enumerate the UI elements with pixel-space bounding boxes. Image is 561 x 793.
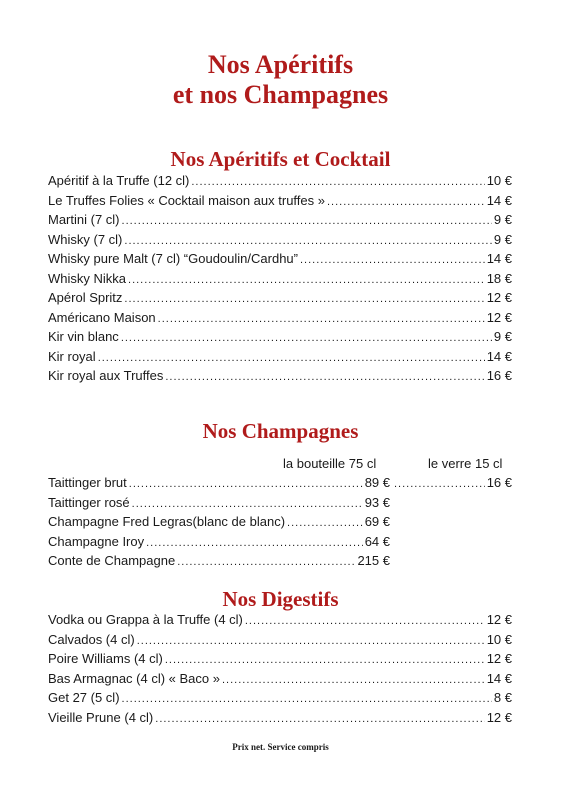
- leader-dots: [245, 615, 485, 627]
- list-item: [48, 173, 512, 193]
- leader-dots: [124, 293, 484, 305]
- item-price: 89 €: [364, 475, 390, 490]
- item-name: Get 27 (5 cl): [48, 690, 120, 705]
- item-price: 12 €: [486, 612, 512, 627]
- item-name: Apéritif à la Truffe (12 cl): [48, 173, 190, 188]
- item-price: 14 €: [486, 670, 512, 686]
- item-name: Champagne Iroy: [48, 533, 145, 549]
- aperitifs-heading: Nos Apéritifs et Cocktail: [170, 147, 391, 171]
- leader-dots: [165, 654, 485, 666]
- list-item: [48, 271, 512, 291]
- leader-dots: [327, 196, 485, 208]
- item-price: 9 €: [493, 231, 512, 247]
- item-name: Taittinger rosé: [48, 494, 130, 510]
- list-item: [48, 232, 512, 252]
- list-item: [48, 193, 512, 213]
- aperitifs-list: [48, 173, 512, 388]
- leader-dots: [128, 274, 485, 286]
- page-title-line-2: et nos Champagnes: [172, 80, 389, 109]
- champagnes-list: [48, 475, 390, 573]
- leader-dots: [146, 537, 363, 549]
- list-item: [48, 310, 512, 330]
- item-name: Apérol Spritz: [48, 290, 123, 305]
- list-item: [48, 212, 512, 232]
- item-name: Américano Maison: [48, 309, 156, 325]
- item-price: 8 €: [493, 690, 512, 705]
- item-price: 12 €: [486, 290, 512, 305]
- leader-dots: [287, 517, 363, 529]
- item-price: 14 €: [486, 192, 512, 208]
- item-price: 14 €: [486, 251, 512, 266]
- item-name: Kir vin blanc: [48, 329, 119, 344]
- list-item: [48, 553, 390, 573]
- digestifs-heading: Nos Digestifs: [222, 587, 339, 611]
- item-name: Calvados (4 cl): [48, 631, 135, 647]
- item-price: 14 €: [486, 348, 512, 364]
- list-item: [48, 710, 512, 730]
- item-name: Whisky pure Malt (7 cl) “Goudoulin/Cardhu”: [48, 251, 298, 266]
- champagnes-heading: Nos Champagnes: [202, 419, 359, 443]
- item-name: Martini (7 cl): [48, 212, 120, 227]
- item-price: 93 €: [364, 494, 390, 510]
- leader-dots: [222, 674, 485, 686]
- list-item: [48, 534, 390, 554]
- list-item: [48, 612, 512, 632]
- footer-note: Prix net. Service compris: [232, 742, 329, 752]
- page-title-line-1: Nos Apéritifs: [207, 50, 354, 79]
- leader-dots: [122, 215, 492, 227]
- item-name: Poire Williams (4 cl): [48, 651, 163, 666]
- item-name: Champagne Fred Legras(blanc de blanc): [48, 514, 286, 529]
- leader-dots: [155, 713, 484, 725]
- list-item: [48, 475, 390, 495]
- item-price: 12 €: [486, 709, 512, 725]
- leader-dots: [191, 176, 484, 188]
- list-item: [48, 290, 512, 310]
- glass-price: 16 €: [486, 475, 512, 490]
- leader-dots: [98, 352, 485, 364]
- item-price: 10 €: [486, 173, 512, 188]
- item-price: 18 €: [486, 270, 512, 286]
- item-price: 9 €: [493, 212, 512, 227]
- leader-dots: [394, 478, 485, 490]
- item-price: 64 €: [364, 533, 390, 549]
- item-price: 9 €: [493, 329, 512, 344]
- list-item: [48, 651, 512, 671]
- list-item: [48, 514, 390, 534]
- item-name: Le Truffes Folies « Cocktail maison aux truffes »: [48, 192, 325, 208]
- item-name: Whisky Nikka: [48, 270, 127, 286]
- item-price: 69 €: [364, 514, 390, 529]
- item-name: Whisky (7 cl): [48, 231, 123, 247]
- item-price: 16 €: [486, 368, 512, 383]
- list-item: [48, 690, 512, 710]
- leader-dots: [132, 498, 363, 510]
- item-name: Taittinger brut: [48, 475, 127, 490]
- list-item: [48, 632, 512, 652]
- leader-dots: [177, 556, 355, 568]
- leader-dots: [122, 693, 492, 705]
- item-name: Vieille Prune (4 cl): [48, 709, 154, 725]
- glass-column-header: le verre 15 cl: [428, 456, 503, 471]
- glass-price-row: [392, 475, 512, 495]
- digestifs-list: [48, 612, 512, 729]
- item-price: 12 €: [486, 651, 512, 666]
- leader-dots: [121, 332, 492, 344]
- leader-dots: [129, 478, 363, 490]
- list-item: [48, 349, 512, 369]
- leader-dots: [124, 235, 492, 247]
- item-price: 12 €: [486, 309, 512, 325]
- item-name: Kir royal aux Truffes: [48, 368, 164, 383]
- leader-dots: [300, 254, 485, 266]
- item-price: 10 €: [486, 631, 512, 647]
- list-item: [48, 368, 512, 388]
- leader-dots: [137, 635, 485, 647]
- item-name: Bas Armagnac (4 cl) « Baco »: [48, 670, 220, 686]
- list-item: [48, 329, 512, 349]
- item-name: Conte de Champagne: [48, 553, 176, 568]
- item-name: Kir royal: [48, 348, 96, 364]
- bottle-column-header: la bouteille 75 cl: [283, 456, 377, 471]
- page-title: [0, 50, 561, 110]
- leader-dots: [158, 313, 485, 325]
- list-item: [48, 671, 512, 691]
- list-item: [48, 251, 512, 271]
- item-price: 215 €: [357, 553, 390, 568]
- leader-dots: [165, 371, 484, 383]
- item-name: Vodka ou Grappa à la Truffe (4 cl): [48, 612, 243, 627]
- list-item: [48, 495, 390, 515]
